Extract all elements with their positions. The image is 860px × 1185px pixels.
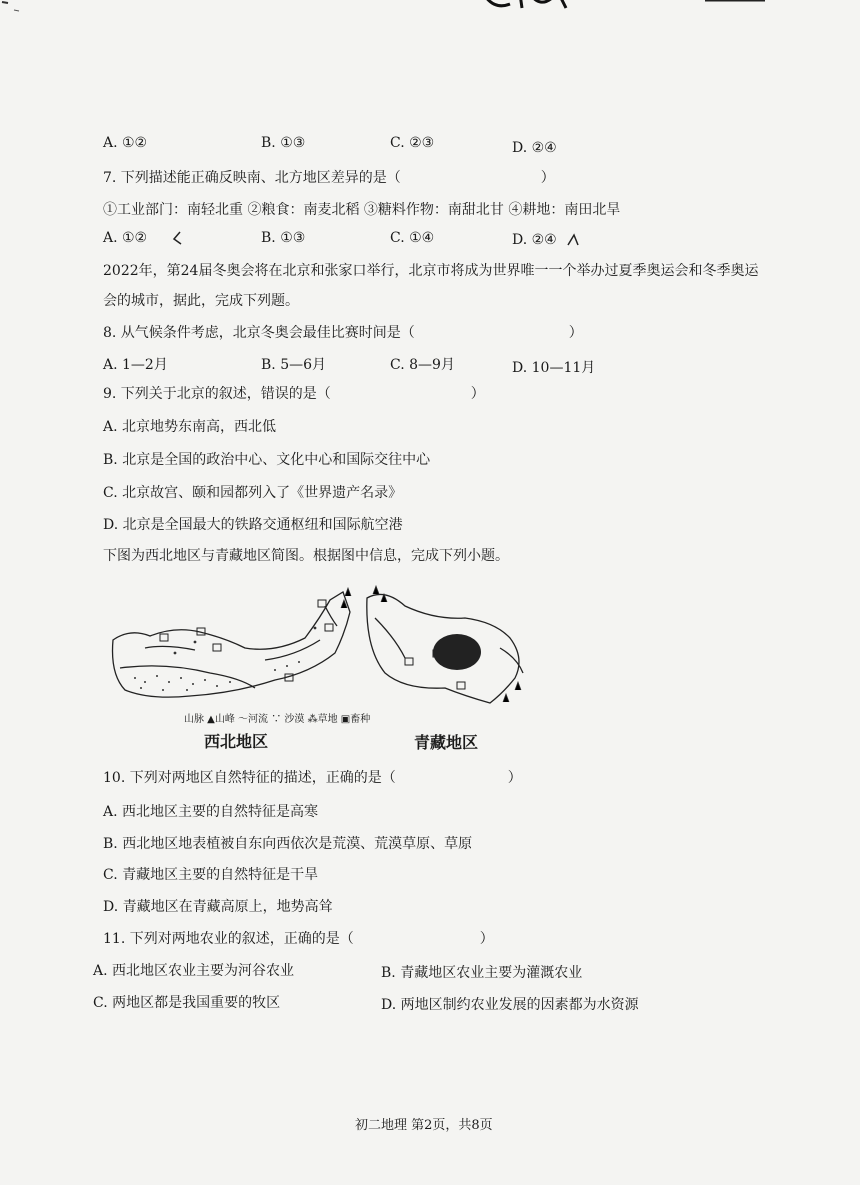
caption-northwest: 西北地区 xyxy=(204,732,269,751)
q11-option-d[interactable]: D. 两地区制约农业发展的因素都为水资源 xyxy=(381,997,639,1013)
q6-option-d[interactable]: D. ②④ xyxy=(512,140,557,156)
q11-option-b[interactable]: B. 青藏地区农业主要为灌溉农业 xyxy=(381,965,583,981)
q8-option-d[interactable]: D. 10—11月 xyxy=(512,360,596,376)
q10-option-b[interactable]: B. 西北地区地表植被自东向西依次是荒漠、荒漠草原、草原 xyxy=(103,836,473,852)
header-fragment-right-icon xyxy=(700,0,770,6)
q10-option-a[interactable]: A. 西北地区主要的自然特征是高寒 xyxy=(103,804,319,820)
q7-option-d[interactable]: D. ②④ xyxy=(512,232,557,248)
q7-option-b[interactable]: B. ①③ xyxy=(261,230,306,246)
handwritten-mark-icon xyxy=(170,230,184,246)
page-footer: 初二地理 第2页，共8页 xyxy=(355,1118,493,1133)
q9-stem: 9. 下列关于北京的叙述，错误的是（ ） xyxy=(103,386,485,402)
handwritten-mark-icon xyxy=(566,233,580,247)
q6-option-c[interactable]: C. ②③ xyxy=(390,135,435,151)
olympic-intro-line2: 会的城市，据此，完成下列题。 xyxy=(103,293,299,309)
q10-option-d[interactable]: D. 青藏地区在青藏高原上，地势高耸 xyxy=(103,899,333,915)
region-map xyxy=(105,578,535,753)
q10-stem: 10. 下列对两地区自然特征的描述，正确的是（ ） xyxy=(103,770,522,786)
q9-option-d[interactable]: D. 北京是全国最大的铁路交通枢纽和国际航空港 xyxy=(103,517,403,533)
q9-option-c[interactable]: C. 北京故宫、颐和园都列入了《世界遗产名录》 xyxy=(103,485,403,501)
q8-option-b[interactable]: B. 5—6月 xyxy=(261,357,327,373)
q9-option-b[interactable]: B. 北京是全国的政治中心、文化中心和国际交往中心 xyxy=(103,452,431,468)
q6-option-b[interactable]: B. ①③ xyxy=(261,135,306,151)
northwest-map xyxy=(113,592,351,697)
q7-stem: 7. 下列描述能正确反映南、北方地区差异的是（ ） xyxy=(103,170,555,186)
map-legend: 山脉 ▲山峰 〜河流 ∵ 沙漠 ⁂草地 ▣畜种 xyxy=(184,714,371,725)
caption-qinghai-tibet: 青藏地区 xyxy=(414,733,479,752)
q8-stem: 8. 从气候条件考虑，北京冬奥会最佳比赛时间是（ ） xyxy=(103,325,583,341)
q7-option-c[interactable]: C. ①④ xyxy=(390,230,435,246)
scan-mark-icon xyxy=(0,0,20,14)
olympic-intro-line1: 2022年，第24届冬奥会将在北京和张家口举行，北京市将成为世界唯一一个举办过夏季奥运会和冬季奥运 xyxy=(103,263,759,279)
q11-option-a[interactable]: A. 西北地区农业主要为河谷农业 xyxy=(93,963,295,979)
q8-option-a[interactable]: A. 1—2月 xyxy=(103,357,168,373)
q9-option-a[interactable]: A. 北京地势东南高，西北低 xyxy=(103,419,277,435)
q6-option-a[interactable]: A. ①② xyxy=(103,135,148,151)
q7-statements: ①工业部门：南轻北重 ②粮食：南麦北稻 ③糖料作物：南甜北甘 ④耕地：南田北旱 xyxy=(103,202,621,218)
mountain-ticks xyxy=(341,586,521,702)
qinghai-lake xyxy=(433,634,481,670)
q11-option-c[interactable]: C. 两地区都是我国重要的牧区 xyxy=(93,995,281,1011)
q10-option-c[interactable]: C. 青藏地区主要的自然特征是干旱 xyxy=(103,867,319,883)
q11-stem: 11. 下列对两地农业的叙述，正确的是（ ） xyxy=(103,931,494,947)
map-intro: 下图为西北地区与青藏地区简图。根据图中信息，完成下列小题。 xyxy=(103,548,509,564)
q8-option-c[interactable]: C. 8—9月 xyxy=(390,357,455,373)
header-fragment-icon xyxy=(480,0,580,12)
q7-option-a[interactable]: A. ①② xyxy=(103,230,148,246)
